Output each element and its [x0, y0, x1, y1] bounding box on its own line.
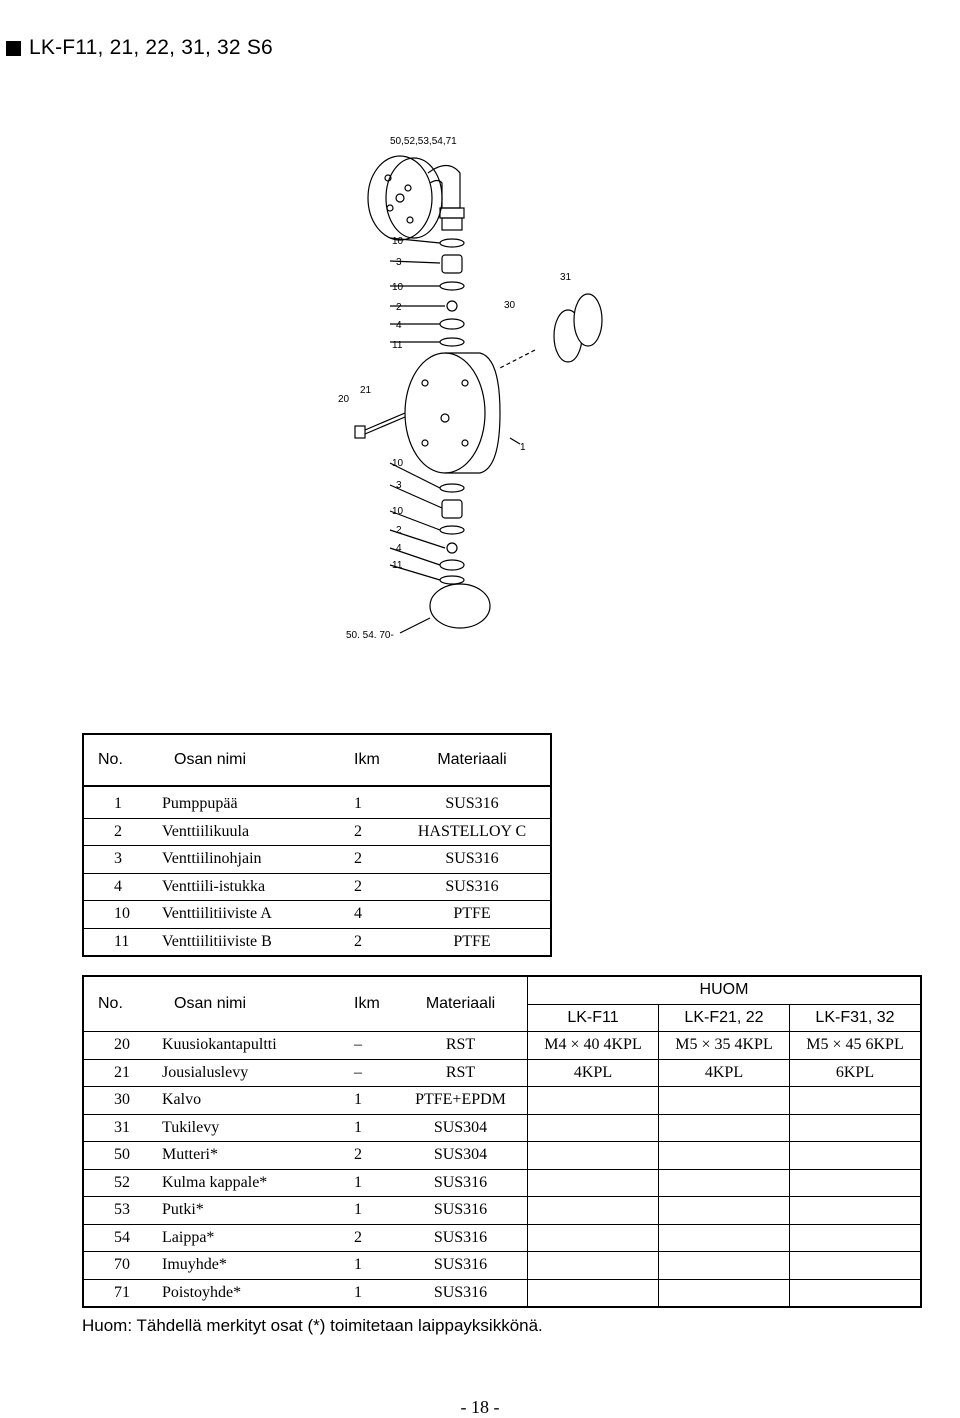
table-row [83, 1087, 921, 1115]
cell-no: 50 [83, 1142, 162, 1170]
cell-name: Kulma kappale* [162, 1169, 324, 1197]
cell-name: Kuusiokantapultti [162, 1032, 324, 1060]
cell-lk-f11 [528, 1169, 659, 1197]
cell-materiaali: SUS316 [394, 1279, 528, 1307]
table-row [83, 818, 551, 846]
diagram-label: 4 [396, 320, 402, 331]
cell-materiaali: PTFE [394, 901, 551, 929]
cell-lk-f31 [790, 1279, 922, 1307]
table-row [83, 791, 551, 818]
table-row [83, 1032, 921, 1060]
diagram-label: 11 [392, 340, 403, 351]
cell-ikm: 1 [324, 1114, 394, 1142]
cell-name: Jousialuslevy [162, 1059, 324, 1087]
diagram-label: 4 [396, 543, 402, 554]
cell-no: 20 [83, 1032, 162, 1060]
diagram-label: 2 [396, 302, 402, 313]
page-number: - 18 - [460, 1397, 500, 1417]
cell-lk-f31 [790, 1087, 922, 1115]
header-name: Osan nimi [174, 995, 247, 1012]
cell-lk-f11 [528, 1114, 659, 1142]
cell-ikm: 2 [324, 818, 394, 846]
cell-name: Venttiilinohjain [162, 846, 324, 874]
table-row [83, 1142, 921, 1170]
cell-ikm: 1 [354, 795, 362, 813]
cell-no: 52 [83, 1169, 162, 1197]
cell-no: 54 [83, 1224, 162, 1252]
cell-name: Tukilevy [162, 1114, 324, 1142]
cell-materiaali: RST [394, 1032, 528, 1060]
header-materiaali: Materiaali [394, 734, 551, 786]
cell-no: 53 [83, 1197, 162, 1225]
cell-no: 11 [83, 928, 162, 956]
cell-ikm: 1 [324, 1087, 394, 1115]
parts-table-1 [82, 733, 552, 957]
cell-name: Venttiili-istukka [162, 873, 324, 901]
diagram-label: 11 [392, 560, 403, 571]
footnote: Huom: Tähdellä merkityt osat (*) toimitetaan laippayksikkönä. [82, 1316, 543, 1335]
cell-name: Venttiilitiiviste B [162, 928, 324, 956]
cell-materiaali: PTFE+EPDM [394, 1087, 528, 1115]
diagram-label: 3 [396, 257, 402, 268]
diagram-label: 1 [520, 442, 526, 453]
table-row [83, 1059, 921, 1087]
parts-table-2 [82, 975, 922, 1308]
diagram-label: 10 [392, 236, 404, 247]
cell-lk-f21 [659, 1197, 790, 1225]
diagram-label: 10 [392, 506, 404, 517]
cell-name: Putki* [162, 1197, 324, 1225]
cell-lk-f21: 4KPL [659, 1059, 790, 1087]
cell-lk-f11 [528, 1197, 659, 1225]
cell-materiaali: RST [394, 1059, 528, 1087]
cell-no: 10 [83, 901, 162, 929]
table-row [83, 1279, 921, 1307]
table-row [83, 928, 551, 956]
cell-materiaali: SUS316 [394, 1197, 528, 1225]
header-ikm: Ikm [324, 734, 394, 786]
cell-materiaali: SUS316 [445, 795, 499, 813]
cell-name: Pumppupää [162, 795, 238, 813]
diagram-label-top: 50,52,53,54,71 [390, 136, 457, 147]
cell-lk-f31 [790, 1197, 922, 1225]
cell-materiaali: SUS316 [394, 1169, 528, 1197]
cell-lk-f31 [790, 1142, 922, 1170]
diagram-label: 31 [560, 272, 572, 283]
diagram-label: 10 [392, 458, 404, 469]
cell-materiaali: SUS316 [394, 1224, 528, 1252]
cell-lk-f21 [659, 1142, 790, 1170]
cell-ikm: 2 [324, 846, 394, 874]
table-row [83, 873, 551, 901]
header-no: No. [83, 734, 162, 786]
cell-ikm: – [324, 1032, 394, 1060]
cell-materiaali: SUS304 [394, 1114, 528, 1142]
cell-no: 1 [114, 795, 122, 813]
cell-materiaali: HASTELLOY C [394, 818, 551, 846]
cell-no: 21 [83, 1059, 162, 1087]
cell-lk-f31 [790, 1224, 922, 1252]
cell-lk-f11 [528, 1279, 659, 1307]
header-name: Osan nimi [162, 734, 324, 786]
cell-lk-f11: M4 × 40 4KPL [528, 1032, 659, 1060]
diagram-label-bottom: 50. 54. 70- [346, 630, 394, 641]
cell-materiaali: SUS316 [394, 1252, 528, 1280]
diagram-label: 30 [504, 300, 516, 311]
cell-ikm: 2 [324, 1224, 394, 1252]
cell-no: 2 [83, 818, 162, 846]
cell-lk-f21 [659, 1224, 790, 1252]
cell-materiaali: SUS316 [394, 873, 551, 901]
cell-materiaali: SUS316 [394, 846, 551, 874]
cell-no: 4 [83, 873, 162, 901]
cell-name: Venttiilitiiviste A [162, 901, 324, 929]
cell-name: Mutteri* [162, 1142, 324, 1170]
diagram-label: 10 [392, 282, 404, 293]
cell-no: 31 [83, 1114, 162, 1142]
page-title: LK-F11, 21, 22, 31, 32 S6 [29, 36, 273, 59]
header-ikm: Ikm [354, 995, 380, 1012]
cell-ikm: 1 [324, 1279, 394, 1307]
table-row [83, 1252, 921, 1280]
cell-lk-f31 [790, 1252, 922, 1280]
cell-materiaali: PTFE [394, 928, 551, 956]
table-row [83, 1224, 921, 1252]
cell-ikm: 1 [324, 1169, 394, 1197]
cell-name: Venttiilikuula [162, 818, 324, 846]
cell-ikm: 4 [324, 901, 394, 929]
cell-lk-f31 [790, 1114, 922, 1142]
bullet-square-icon [6, 41, 21, 56]
cell-ikm: 2 [324, 1142, 394, 1170]
diagram-label: 20 [338, 394, 350, 405]
cell-name: Laippa* [162, 1224, 324, 1252]
cell-lk-f21 [659, 1252, 790, 1280]
cell-name: Poistoyhde* [162, 1279, 324, 1307]
cell-ikm: 2 [324, 928, 394, 956]
cell-ikm: 1 [324, 1197, 394, 1225]
exploded-view-diagram [330, 128, 630, 648]
cell-lk-f11: 4KPL [528, 1059, 659, 1087]
cell-lk-f11 [528, 1252, 659, 1280]
cell-no: 71 [83, 1279, 162, 1307]
cell-name: Imuyhde* [162, 1252, 324, 1280]
cell-lk-f11 [528, 1224, 659, 1252]
cell-name: Kalvo [162, 1087, 324, 1115]
cell-lk-f21 [659, 1169, 790, 1197]
diagram-label: 2 [396, 525, 402, 536]
header-lk-f21: LK-F21, 22 [659, 1004, 790, 1032]
header-huom: HUOM [528, 976, 922, 1004]
header-materiaali: Materiaali [425, 995, 496, 1012]
cell-lk-f21 [659, 1279, 790, 1307]
cell-lk-f31: 6KPL [790, 1059, 922, 1087]
cell-ikm: 1 [324, 1252, 394, 1280]
cell-no: 70 [83, 1252, 162, 1280]
diagram-label: 3 [396, 480, 402, 491]
cell-materiaali: SUS304 [394, 1142, 528, 1170]
cell-lk-f21: M5 × 35 4KPL [659, 1032, 790, 1060]
cell-ikm: 2 [324, 873, 394, 901]
table-row [83, 846, 551, 874]
cell-lk-f11 [528, 1087, 659, 1115]
header-no: No. [98, 995, 123, 1012]
table-row [83, 901, 551, 929]
cell-lk-f21 [659, 1114, 790, 1142]
table-row [83, 1197, 921, 1225]
table-row [83, 1114, 921, 1142]
page-header [6, 36, 273, 60]
diagram-label: 21 [360, 385, 372, 396]
cell-lk-f21 [659, 1087, 790, 1115]
cell-lk-f11 [528, 1142, 659, 1170]
header-lk-f11: LK-F11 [528, 1004, 659, 1032]
cell-no: 3 [83, 846, 162, 874]
cell-lk-f31 [790, 1169, 922, 1197]
cell-no: 30 [83, 1087, 162, 1115]
table-row [83, 1169, 921, 1197]
cell-lk-f31: M5 × 45 6KPL [790, 1032, 922, 1060]
cell-ikm: – [324, 1059, 394, 1087]
header-lk-f31: LK-F31, 32 [790, 1004, 922, 1032]
